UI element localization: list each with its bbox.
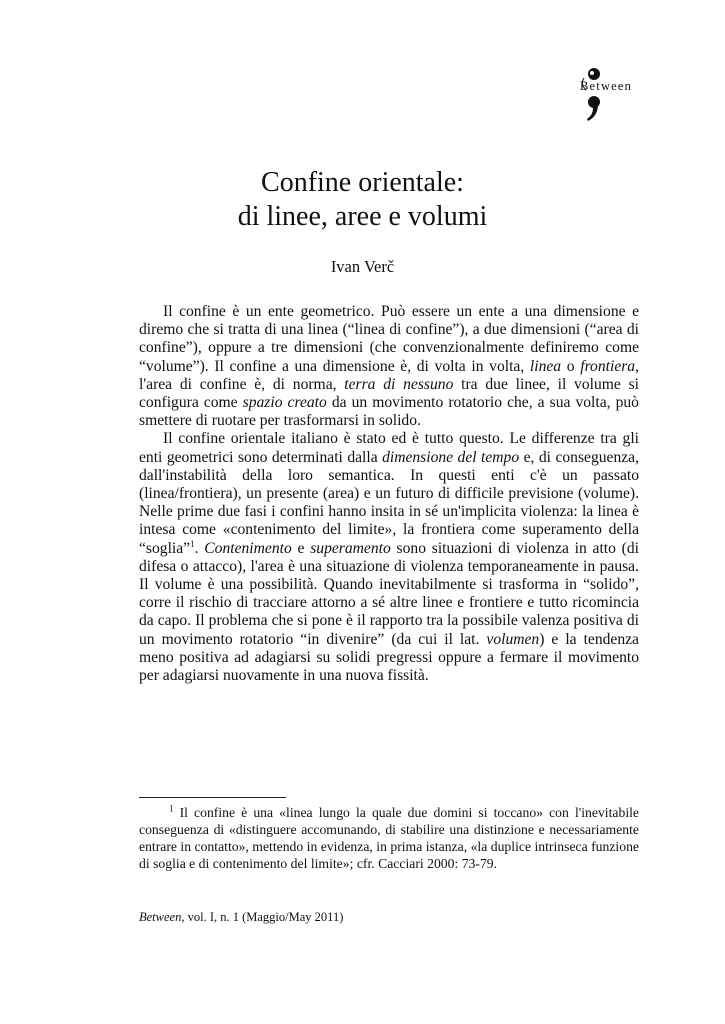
running-footer xyxy=(139,910,343,925)
italic-term: terra di nessuno xyxy=(344,375,454,393)
footnote-number: 1 xyxy=(169,803,174,814)
italic-term: superamento xyxy=(310,539,391,557)
journal-logo xyxy=(572,66,644,122)
italic-term: Contenimento xyxy=(204,539,292,557)
italic-term: dimensione del tempo xyxy=(382,448,520,466)
article-title-line-1: Confine orientale: xyxy=(261,167,464,198)
paragraph-1: Il confine è un ente geometrico. Può essere un ente a una dimensione e diremo che si tratta di una linea (“linea di confine”), a due dimensioni (“area di confine”), oppure a tre dimensioni (che convenzionalmente definiremo come “volume”). Il confine a una dimensione è, di volta in volta, linea o frontiera, l'area di confine è, di norma, terra di nessuno tra due linee, il volume si configura come spazio creato da un movimento rotatorio che, a sua volta, può smettere di ruotare per trasformarsi in solido. xyxy=(139,303,640,430)
italic-term: spazio creato xyxy=(242,394,327,412)
footnote-1 xyxy=(139,804,639,872)
issue-citation: vol. I, n. 1 (Maggio/May 2011) xyxy=(184,910,344,924)
journal-logo-text: Between xyxy=(580,79,633,93)
italic-term: volumen xyxy=(486,630,540,648)
footnote-text: Il confine è una «linea lungo la quale due domini si toccano» con l'inevitabile conseguenza di «distinguere accomunando, di stabilire una distinzione e necessariamente entrare in contatto», mettendo in evidenza, in prima istanza, «la duplice intrinseca funzione di soglia e di contenimento del limite»; cfr. Cacciari 2000: 73-79. xyxy=(139,805,639,871)
italic-term: frontiera xyxy=(580,357,636,375)
paragraph-2: Il confine orientale italiano è stato ed è tutto questo. Le differenze tra gli enti geometrici sono determinati dalla dimensione del tempo e, di conseguenza, dall'instabilità della loro semantica. In questi enti c'è un passato (linea/frontiera), un presente (area) e un futuro di difficile previsione (volume). Nelle prime due fasi i confini hanno insita in sé un'implicita violenza: la linea è intesa come «contenimento del limite», la frontiera come superamento della “soglia”$^1$. Contenimento e superamento sono situazioni di violenza in atto (di difesa o attacco), l'area è una situazione di violenza temporaneamente in pausa. Il volume è una possibilità. Quando inevitabilmente si trasforma in “solido”, corre il rischio di tracciare attorno a sé altre linee e frontiere e tutto ricomincia da capo. Il problema che si pone è il rapporto tra la possibile valenza positiva di un movimento rotatorio “in divenire” (da cui il lat. volumen) e la tendenza meno positiva ad adagiarsi su solidi pregressi oppure a fermare il movimento per adagiarsi nuovamente in una nuova fissità. xyxy=(139,430,640,685)
semicolon-mark-icon xyxy=(572,66,644,122)
article-author: Ivan Verč xyxy=(330,257,395,276)
footnote xyxy=(139,804,639,872)
article-title-line-2: di linee, aree e volumi xyxy=(237,201,488,232)
journal-name: Between, xyxy=(139,910,185,924)
italic-term: linea xyxy=(529,357,562,375)
article-body xyxy=(139,303,639,685)
footnote-divider xyxy=(139,797,286,798)
footnote-reference[interactable]: 1 xyxy=(190,538,195,549)
